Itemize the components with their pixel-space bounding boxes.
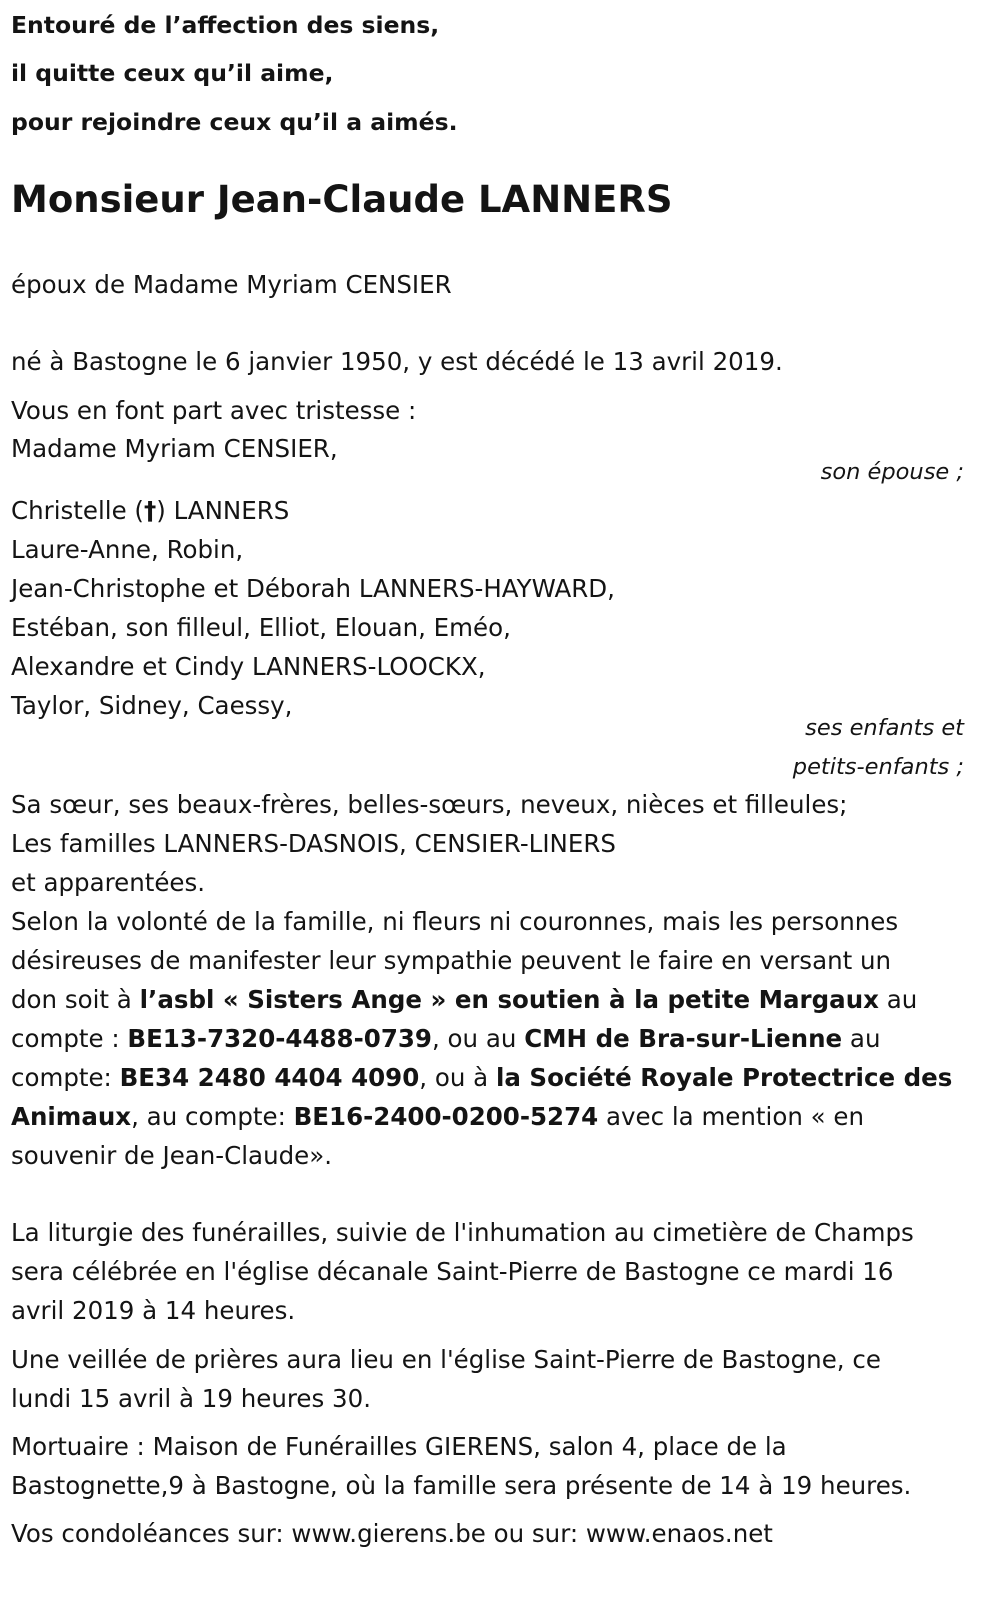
liturgy-line: avril 2019 à 14 heures. <box>11 1296 296 1325</box>
relatives-line: Sa sœur, ses beaux-frères, belles-sœurs, neveux, nièces et filleules; <box>11 790 848 819</box>
account-number-2: BE34 2480 4404 4090 <box>119 1063 420 1092</box>
vigil-line: lundi 15 avril à 19 heures 30. <box>11 1384 371 1413</box>
text: au <box>878 985 918 1014</box>
donation-line-2: désireuses de manifester leur sympathie peuvent le faire en versant un <box>11 946 892 975</box>
relatives-line: et apparentées. <box>11 868 206 897</box>
text: compte : <box>11 1024 128 1053</box>
donation-line-1: Selon la volonté de la famille, ni fleurs ni couronnes, mais les personnes <box>11 907 899 936</box>
text: au <box>842 1024 881 1053</box>
text: avec la mention « en <box>598 1102 865 1131</box>
account-number-3: BE16-2400-0200-5274 <box>293 1102 599 1131</box>
donation-line-7: souvenir de Jean-Claude». <box>11 1141 333 1170</box>
child-entry: Estéban, son filleul, Elliot, Elouan, Eméo, <box>11 613 511 642</box>
condolences-line: Vos condoléances sur: www.gierens.be ou sur: www.enaos.net <box>11 1519 773 1548</box>
text: , ou au <box>431 1024 525 1053</box>
text: , au compte: <box>131 1102 294 1131</box>
text: compte: <box>11 1063 120 1092</box>
liturgy-line: sera célébrée en l'église décanale Saint-Pierre de Bastogne ce mardi 16 <box>11 1257 894 1286</box>
text: don soit à <box>11 985 140 1014</box>
charity-name-3: la Société Royale Protectrice des <box>495 1063 953 1092</box>
spouse-line: époux de Madame Myriam CENSIER <box>11 270 452 299</box>
donation-line-3 <box>11 985 917 1015</box>
text: , ou à <box>419 1063 496 1092</box>
donation-line-4 <box>11 1024 880 1054</box>
cross-icon: † <box>144 496 157 525</box>
child-entry: Alexandre et Cindy LANNERS-LOOCKX, <box>11 652 486 681</box>
child-entry: Jean-Christophe et Déborah LANNERS-HAYWARD, <box>11 574 615 603</box>
epigraph-line-1: Entouré de l’affection des siens, <box>11 11 440 39</box>
child-first-pre: Christelle ( <box>11 496 144 525</box>
liturgy-line: La liturgie des funérailles, suivie de l'inhumation au cimetière de Champs <box>11 1218 914 1247</box>
epigraph-line-2: il quitte ceux qu’il aime, <box>11 59 334 87</box>
relatives-line: Les familles LANNERS-DASNOIS, CENSIER-LINERS <box>11 829 616 858</box>
vigil-line: Une veillée de prières aura lieu en l'église Saint-Pierre de Bastogne, ce <box>11 1345 881 1374</box>
child-entry: Laure-Anne, Robin, <box>11 535 244 564</box>
spouse-role: son épouse ; <box>820 459 964 485</box>
spouse-entry: Madame Myriam CENSIER, <box>11 434 338 463</box>
account-number-1: BE13-7320-4488-0739 <box>127 1024 432 1053</box>
announce-intro: Vous en font part avec tristesse : <box>11 396 417 425</box>
epigraph-line-3: pour rejoindre ceux qu’il a aimés. <box>11 108 458 136</box>
children-role-line-1: ses enfants et <box>805 715 964 741</box>
child-entry-first <box>11 496 289 526</box>
children-role-line-2: petits-enfants ; <box>792 754 964 780</box>
donation-line-6 <box>11 1102 864 1132</box>
charity-name-2: CMH de Bra-sur-Lienne <box>524 1024 843 1053</box>
child-first-post: ) LANNERS <box>156 496 290 525</box>
donation-line-5 <box>11 1063 952 1093</box>
charity-name-3-end: Animaux <box>11 1102 132 1131</box>
deceased-name: Monsieur Jean-Claude LANNERS <box>11 178 673 221</box>
mortuary-line: Mortuaire : Maison de Funérailles GIERENS, salon 4, place de la <box>11 1432 787 1461</box>
child-entry: Taylor, Sidney, Caessy, <box>11 691 293 720</box>
charity-name: l’asbl « Sisters Ange » en soutien à la petite Margaux <box>139 985 879 1014</box>
birth-death-line: né à Bastogne le 6 janvier 1950, y est décédé le 13 avril 2019. <box>11 347 783 376</box>
mortuary-line: Bastognette,9 à Bastogne, où la famille sera présente de 14 à 19 heures. <box>11 1471 912 1500</box>
